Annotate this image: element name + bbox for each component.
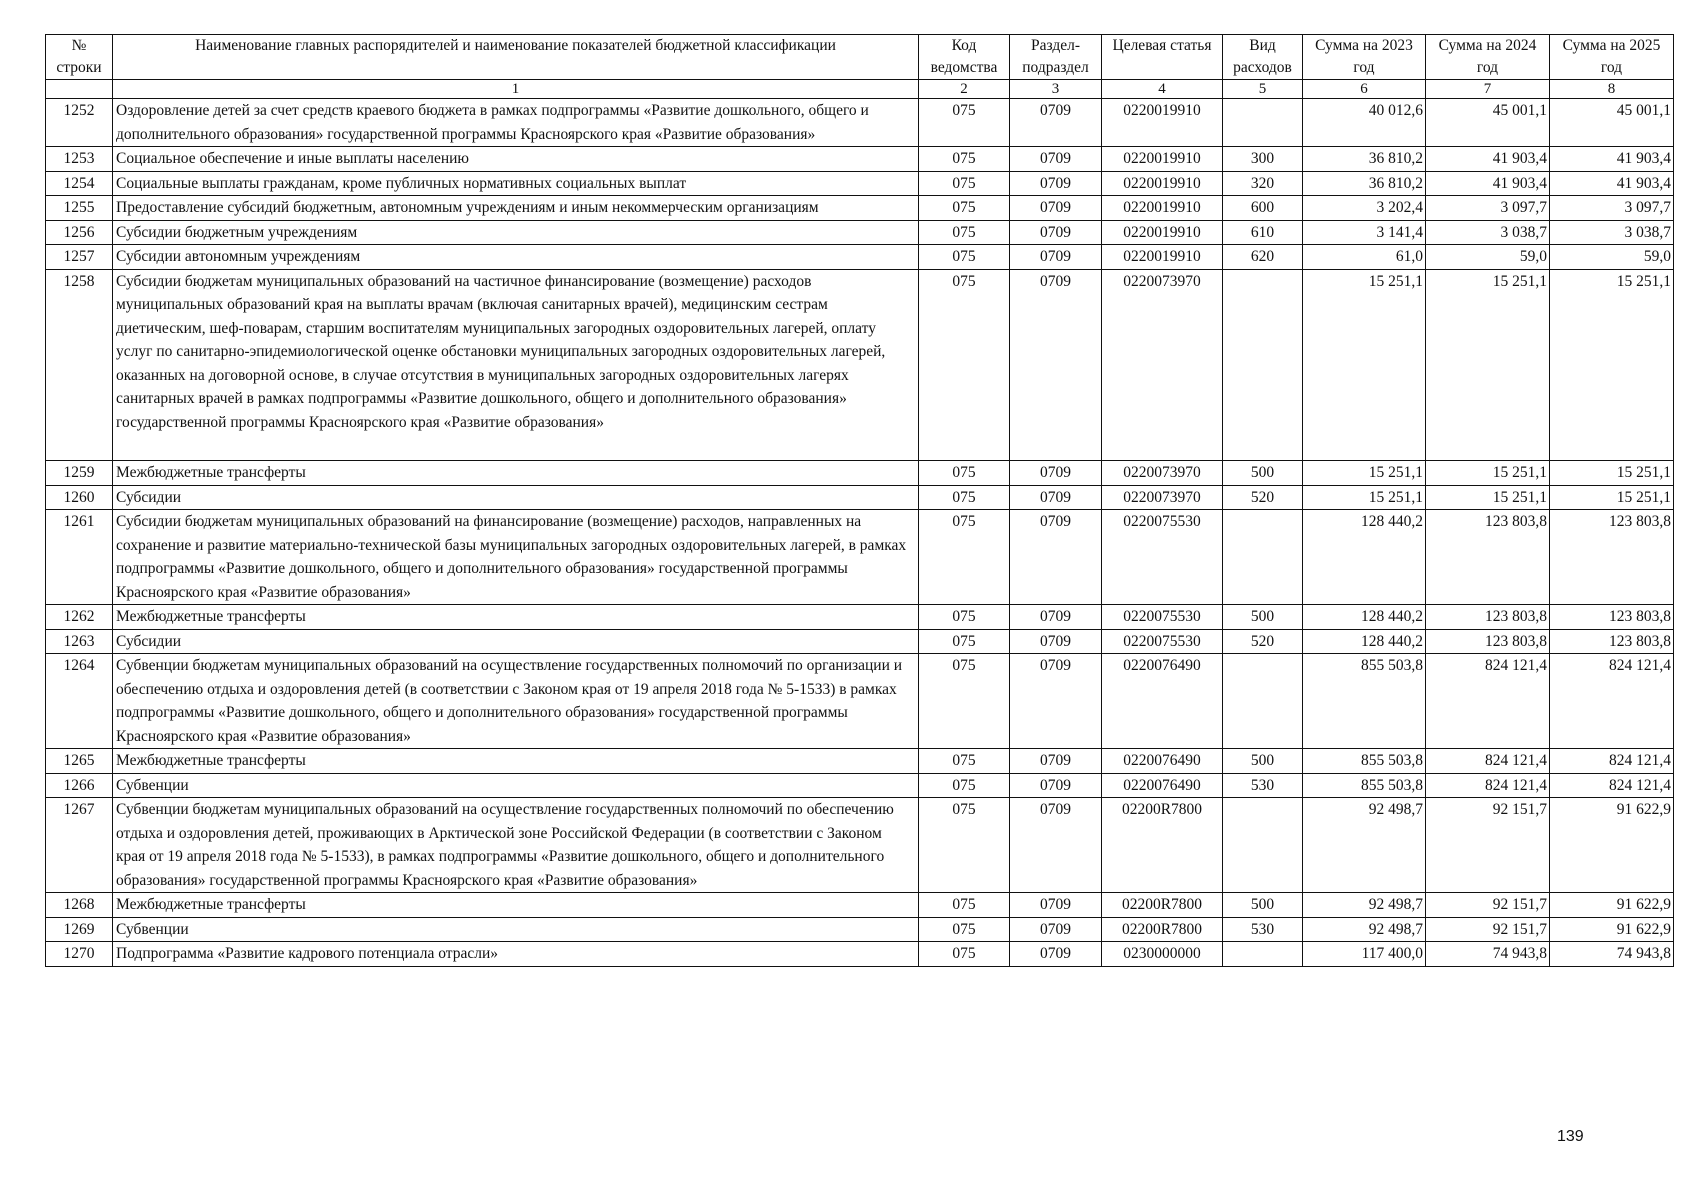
sum-2023-cell: 855 503,8 bbox=[1303, 749, 1426, 774]
expense-type-cell: 620 bbox=[1223, 245, 1303, 270]
dept-code-cell: 075 bbox=[919, 196, 1010, 221]
row-number-cell: 1259 bbox=[46, 461, 113, 486]
dept-code-cell: 075 bbox=[919, 893, 1010, 918]
sum-2023-cell: 855 503,8 bbox=[1303, 773, 1426, 798]
sum-2024-cell: 3 038,7 bbox=[1426, 220, 1550, 245]
section-cell: 0709 bbox=[1010, 220, 1102, 245]
header-name: Наименование главных распорядителей и наименование показателей бюджетной классификации bbox=[113, 35, 919, 80]
sum-2023-cell: 128 440,2 bbox=[1303, 629, 1426, 654]
column-number: 4 bbox=[1102, 80, 1223, 99]
expense-type-cell bbox=[1223, 942, 1303, 967]
table-row bbox=[46, 749, 1674, 774]
column-number: 6 bbox=[1303, 80, 1426, 99]
table-row bbox=[46, 269, 1674, 461]
sum-2023-cell: 117 400,0 bbox=[1303, 942, 1426, 967]
sum-2024-cell: 15 251,1 bbox=[1426, 269, 1550, 461]
section-cell: 0709 bbox=[1010, 654, 1102, 749]
sum-2025-cell: 3 038,7 bbox=[1550, 220, 1674, 245]
row-number-cell: 1263 bbox=[46, 629, 113, 654]
row-name-cell: Субсидии бюджетам муниципальных образований на частичное финансирование (возмещение) расходов муниципальных образований края на выплаты врачам (включая санитарных врачей), медицинским сестрам диетическим, шеф-поварам, старшим воспитателям муниципальных загородных оздоровительных лагерей, оплату услуг по санитарно-эпидемиологической оценке обстановки муниципальных загородных оздоровительных лагерей, оказанных на договорной основе, в случае отсутствия в муниципальных загородных оздоровительных лагерях санитарных врачей в рамках подпрограммы «Развитие дошкольного, общего и дополнительного образования» государственной программы Красноярского края «Развитие образования» bbox=[113, 269, 919, 461]
row-name-cell: Субсидии бюджетам муниципальных образований на финансирование (возмещение) расходов, направленных на сохранение и развитие материально-технической базы муниципальных загородных оздоровительных лагерей, в рамках подпрограммы «Развитие дошкольного, общего и дополнительного образования» государственной программы Красноярского края «Развитие образования» bbox=[113, 510, 919, 605]
table-row bbox=[46, 99, 1674, 147]
section-cell: 0709 bbox=[1010, 196, 1102, 221]
row-number-cell: 1267 bbox=[46, 798, 113, 893]
expense-type-cell: 300 bbox=[1223, 147, 1303, 172]
table-row bbox=[46, 461, 1674, 486]
expense-type-cell: 320 bbox=[1223, 171, 1303, 196]
row-name-cell: Субвенции bbox=[113, 917, 919, 942]
row-number-cell: 1254 bbox=[46, 171, 113, 196]
dept-code-cell: 075 bbox=[919, 461, 1010, 486]
dept-code-cell: 075 bbox=[919, 773, 1010, 798]
sum-2024-cell: 92 151,7 bbox=[1426, 798, 1550, 893]
sum-2024-cell: 15 251,1 bbox=[1426, 485, 1550, 510]
row-name-cell: Субсидии бюджетным учреждениям bbox=[113, 220, 919, 245]
expense-type-cell: 500 bbox=[1223, 461, 1303, 486]
table-row bbox=[46, 196, 1674, 221]
expense-type-cell bbox=[1223, 269, 1303, 461]
sum-2024-cell: 41 903,4 bbox=[1426, 147, 1550, 172]
column-number: 5 bbox=[1223, 80, 1303, 99]
target-item-cell: 0220075530 bbox=[1102, 510, 1223, 605]
row-number-cell: 1255 bbox=[46, 196, 113, 221]
row-name-cell: Межбюджетные трансферты bbox=[113, 893, 919, 918]
sum-2024-cell: 15 251,1 bbox=[1426, 461, 1550, 486]
page-number: 139 bbox=[1557, 1128, 1584, 1145]
header-target-item: Целевая статья bbox=[1102, 35, 1223, 80]
sum-2025-cell: 41 903,4 bbox=[1550, 171, 1674, 196]
table-row bbox=[46, 654, 1674, 749]
header-sum-2023: Сумма на 2023 год bbox=[1303, 35, 1426, 80]
section-cell: 0709 bbox=[1010, 798, 1102, 893]
table-header-row bbox=[46, 35, 1674, 80]
target-item-cell: 0220076490 bbox=[1102, 773, 1223, 798]
row-number-cell: 1262 bbox=[46, 605, 113, 630]
header-section: Раздел-подраздел bbox=[1010, 35, 1102, 80]
row-number-cell: 1268 bbox=[46, 893, 113, 918]
dept-code-cell: 075 bbox=[919, 749, 1010, 774]
table-row bbox=[46, 510, 1674, 605]
sum-2023-cell: 92 498,7 bbox=[1303, 798, 1426, 893]
column-number: 2 bbox=[919, 80, 1010, 99]
sum-2023-cell: 15 251,1 bbox=[1303, 461, 1426, 486]
target-item-cell: 0220019910 bbox=[1102, 245, 1223, 270]
sum-2025-cell: 123 803,8 bbox=[1550, 510, 1674, 605]
row-name-cell: Межбюджетные трансферты bbox=[113, 605, 919, 630]
sum-2024-cell: 824 121,4 bbox=[1426, 654, 1550, 749]
row-number-cell: 1257 bbox=[46, 245, 113, 270]
sum-2023-cell: 36 810,2 bbox=[1303, 171, 1426, 196]
sum-2025-cell: 74 943,8 bbox=[1550, 942, 1674, 967]
dept-code-cell: 075 bbox=[919, 220, 1010, 245]
sum-2024-cell: 123 803,8 bbox=[1426, 605, 1550, 630]
sum-2023-cell: 36 810,2 bbox=[1303, 147, 1426, 172]
row-name-cell: Межбюджетные трансферты bbox=[113, 749, 919, 774]
dept-code-cell: 075 bbox=[919, 917, 1010, 942]
section-cell: 0709 bbox=[1010, 749, 1102, 774]
sum-2025-cell: 123 803,8 bbox=[1550, 605, 1674, 630]
table-row bbox=[46, 773, 1674, 798]
sum-2025-cell: 3 097,7 bbox=[1550, 196, 1674, 221]
sum-2023-cell: 61,0 bbox=[1303, 245, 1426, 270]
section-cell: 0709 bbox=[1010, 147, 1102, 172]
row-number-cell: 1260 bbox=[46, 485, 113, 510]
sum-2025-cell: 824 121,4 bbox=[1550, 749, 1674, 774]
sum-2025-cell: 15 251,1 bbox=[1550, 269, 1674, 461]
row-number-cell: 1265 bbox=[46, 749, 113, 774]
target-item-cell: 0220019910 bbox=[1102, 196, 1223, 221]
header-dept-code: Код ведомства bbox=[919, 35, 1010, 80]
target-item-cell: 0220073970 bbox=[1102, 269, 1223, 461]
column-number: 1 bbox=[113, 80, 919, 99]
table-row bbox=[46, 605, 1674, 630]
target-item-cell: 02200R7800 bbox=[1102, 893, 1223, 918]
sum-2025-cell: 123 803,8 bbox=[1550, 629, 1674, 654]
section-cell: 0709 bbox=[1010, 629, 1102, 654]
table-row bbox=[46, 147, 1674, 172]
target-item-cell: 0220073970 bbox=[1102, 461, 1223, 486]
sum-2025-cell: 41 903,4 bbox=[1550, 147, 1674, 172]
expense-type-cell: 600 bbox=[1223, 196, 1303, 221]
sum-2023-cell: 3 202,4 bbox=[1303, 196, 1426, 221]
sum-2025-cell: 45 001,1 bbox=[1550, 99, 1674, 147]
dept-code-cell: 075 bbox=[919, 269, 1010, 461]
table-row bbox=[46, 485, 1674, 510]
sum-2024-cell: 123 803,8 bbox=[1426, 510, 1550, 605]
table-row bbox=[46, 629, 1674, 654]
expense-type-cell bbox=[1223, 798, 1303, 893]
dept-code-cell: 075 bbox=[919, 99, 1010, 147]
table-row bbox=[46, 798, 1674, 893]
column-number: 8 bbox=[1550, 80, 1674, 99]
section-cell: 0709 bbox=[1010, 461, 1102, 486]
sum-2023-cell: 3 141,4 bbox=[1303, 220, 1426, 245]
sum-2024-cell: 41 903,4 bbox=[1426, 171, 1550, 196]
dept-code-cell: 075 bbox=[919, 654, 1010, 749]
row-number-cell: 1261 bbox=[46, 510, 113, 605]
target-item-cell: 0220076490 bbox=[1102, 749, 1223, 774]
target-item-cell: 0230000000 bbox=[1102, 942, 1223, 967]
row-name-cell: Оздоровление детей за счет средств краевого бюджета в рамках подпрограммы «Развитие дошкольного, общего и дополнительного образования» государственной программы Красноярского края «Развитие образования» bbox=[113, 99, 919, 147]
expense-type-cell: 530 bbox=[1223, 773, 1303, 798]
sum-2025-cell: 91 622,9 bbox=[1550, 893, 1674, 918]
dept-code-cell: 075 bbox=[919, 605, 1010, 630]
header-expense-type: Вид расходов bbox=[1223, 35, 1303, 80]
table-row bbox=[46, 917, 1674, 942]
sum-2023-cell: 15 251,1 bbox=[1303, 485, 1426, 510]
sum-2025-cell: 15 251,1 bbox=[1550, 461, 1674, 486]
target-item-cell: 0220073970 bbox=[1102, 485, 1223, 510]
row-name-cell: Подпрограмма «Развитие кадрового потенциала отрасли» bbox=[113, 942, 919, 967]
expense-type-cell: 500 bbox=[1223, 893, 1303, 918]
dept-code-cell: 075 bbox=[919, 798, 1010, 893]
sum-2023-cell: 92 498,7 bbox=[1303, 893, 1426, 918]
sum-2024-cell: 45 001,1 bbox=[1426, 99, 1550, 147]
sum-2025-cell: 59,0 bbox=[1550, 245, 1674, 270]
section-cell: 0709 bbox=[1010, 245, 1102, 270]
row-number-cell: 1270 bbox=[46, 942, 113, 967]
target-item-cell: 0220019910 bbox=[1102, 220, 1223, 245]
target-item-cell: 02200R7800 bbox=[1102, 917, 1223, 942]
row-name-cell: Социальные выплаты гражданам, кроме публичных нормативных социальных выплат bbox=[113, 171, 919, 196]
table-row bbox=[46, 171, 1674, 196]
target-item-cell: 0220075530 bbox=[1102, 629, 1223, 654]
expense-type-cell: 530 bbox=[1223, 917, 1303, 942]
section-cell: 0709 bbox=[1010, 917, 1102, 942]
row-number-cell: 1258 bbox=[46, 269, 113, 461]
sum-2025-cell: 15 251,1 bbox=[1550, 485, 1674, 510]
sum-2025-cell: 91 622,9 bbox=[1550, 917, 1674, 942]
header-sum-2024: Сумма на 2024 год bbox=[1426, 35, 1550, 80]
row-number-cell: 1264 bbox=[46, 654, 113, 749]
target-item-cell: 0220076490 bbox=[1102, 654, 1223, 749]
sum-2024-cell: 92 151,7 bbox=[1426, 917, 1550, 942]
section-cell: 0709 bbox=[1010, 99, 1102, 147]
row-name-cell: Субвенции бюджетам муниципальных образований на осуществление государственных полномочий по организации и обеспечению отдыха и оздоровления детей (в соответствии с Законом края от 19 апреля 2018 года № 5-1533) в рамках подпрограммы «Развитие дошкольного, общего и дополнительного образования» государственной программы Красноярского края «Развитие образования» bbox=[113, 654, 919, 749]
sum-2024-cell: 123 803,8 bbox=[1426, 629, 1550, 654]
row-name-cell: Социальное обеспечение и иные выплаты населению bbox=[113, 147, 919, 172]
target-item-cell: 02200R7800 bbox=[1102, 798, 1223, 893]
header-sum-2025: Сумма на 2025 год bbox=[1550, 35, 1674, 80]
row-name-cell: Межбюджетные трансферты bbox=[113, 461, 919, 486]
row-number-cell: 1253 bbox=[46, 147, 113, 172]
row-name-cell: Субсидии автономным учреждениям bbox=[113, 245, 919, 270]
row-name-cell: Субвенции bbox=[113, 773, 919, 798]
expense-type-cell: 500 bbox=[1223, 749, 1303, 774]
column-number-row bbox=[46, 80, 1674, 99]
table-row bbox=[46, 245, 1674, 270]
row-number-cell: 1256 bbox=[46, 220, 113, 245]
header-row-no: № строки bbox=[46, 35, 113, 80]
row-name-cell: Субсидии bbox=[113, 485, 919, 510]
table-row bbox=[46, 220, 1674, 245]
dept-code-cell: 075 bbox=[919, 510, 1010, 605]
dept-code-cell: 075 bbox=[919, 629, 1010, 654]
sum-2024-cell: 824 121,4 bbox=[1426, 773, 1550, 798]
sum-2024-cell: 824 121,4 bbox=[1426, 749, 1550, 774]
sum-2023-cell: 855 503,8 bbox=[1303, 654, 1426, 749]
target-item-cell: 0220019910 bbox=[1102, 99, 1223, 147]
column-number bbox=[46, 80, 113, 99]
column-number: 7 bbox=[1426, 80, 1550, 99]
sum-2023-cell: 15 251,1 bbox=[1303, 269, 1426, 461]
expense-type-cell: 500 bbox=[1223, 605, 1303, 630]
target-item-cell: 0220019910 bbox=[1102, 147, 1223, 172]
dept-code-cell: 075 bbox=[919, 942, 1010, 967]
section-cell: 0709 bbox=[1010, 510, 1102, 605]
section-cell: 0709 bbox=[1010, 605, 1102, 630]
sum-2025-cell: 824 121,4 bbox=[1550, 654, 1674, 749]
section-cell: 0709 bbox=[1010, 942, 1102, 967]
expense-type-cell bbox=[1223, 654, 1303, 749]
sum-2023-cell: 128 440,2 bbox=[1303, 510, 1426, 605]
table-row bbox=[46, 942, 1674, 967]
row-name-cell: Субвенции бюджетам муниципальных образований на осуществление государственных полномочий по обеспечению отдыха и оздоровления детей, проживающих в Арктической зоне Российской Федерации (в соответствии с Законом края от 19 апреля 2018 года № 5-1533), в рамках подпрограммы «Развитие дошкольного, общего и дополнительного образования» государственной программы Красноярского края «Развитие образования» bbox=[113, 798, 919, 893]
section-cell: 0709 bbox=[1010, 485, 1102, 510]
sum-2023-cell: 128 440,2 bbox=[1303, 605, 1426, 630]
budget-table-sheet bbox=[45, 34, 1673, 967]
section-cell: 0709 bbox=[1010, 269, 1102, 461]
expense-type-cell bbox=[1223, 510, 1303, 605]
table-row bbox=[46, 893, 1674, 918]
section-cell: 0709 bbox=[1010, 893, 1102, 918]
row-number-cell: 1266 bbox=[46, 773, 113, 798]
dept-code-cell: 075 bbox=[919, 485, 1010, 510]
sum-2024-cell: 3 097,7 bbox=[1426, 196, 1550, 221]
dept-code-cell: 075 bbox=[919, 147, 1010, 172]
expense-type-cell: 610 bbox=[1223, 220, 1303, 245]
row-number-cell: 1269 bbox=[46, 917, 113, 942]
dept-code-cell: 075 bbox=[919, 171, 1010, 196]
sum-2023-cell: 40 012,6 bbox=[1303, 99, 1426, 147]
sum-2024-cell: 59,0 bbox=[1426, 245, 1550, 270]
sum-2024-cell: 92 151,7 bbox=[1426, 893, 1550, 918]
sum-2024-cell: 74 943,8 bbox=[1426, 942, 1550, 967]
sum-2025-cell: 91 622,9 bbox=[1550, 798, 1674, 893]
dept-code-cell: 075 bbox=[919, 245, 1010, 270]
expense-type-cell: 520 bbox=[1223, 629, 1303, 654]
row-name-cell: Субсидии bbox=[113, 629, 919, 654]
target-item-cell: 0220019910 bbox=[1102, 171, 1223, 196]
section-cell: 0709 bbox=[1010, 773, 1102, 798]
sum-2025-cell: 824 121,4 bbox=[1550, 773, 1674, 798]
section-cell: 0709 bbox=[1010, 171, 1102, 196]
expense-type-cell bbox=[1223, 99, 1303, 147]
row-number-cell: 1252 bbox=[46, 99, 113, 147]
budget-table bbox=[45, 34, 1674, 967]
column-number: 3 bbox=[1010, 80, 1102, 99]
table-body bbox=[46, 99, 1674, 967]
row-name-cell: Предоставление субсидий бюджетным, автономным учреждениям и иным некоммерческим организациям bbox=[113, 196, 919, 221]
target-item-cell: 0220075530 bbox=[1102, 605, 1223, 630]
expense-type-cell: 520 bbox=[1223, 485, 1303, 510]
sum-2023-cell: 92 498,7 bbox=[1303, 917, 1426, 942]
